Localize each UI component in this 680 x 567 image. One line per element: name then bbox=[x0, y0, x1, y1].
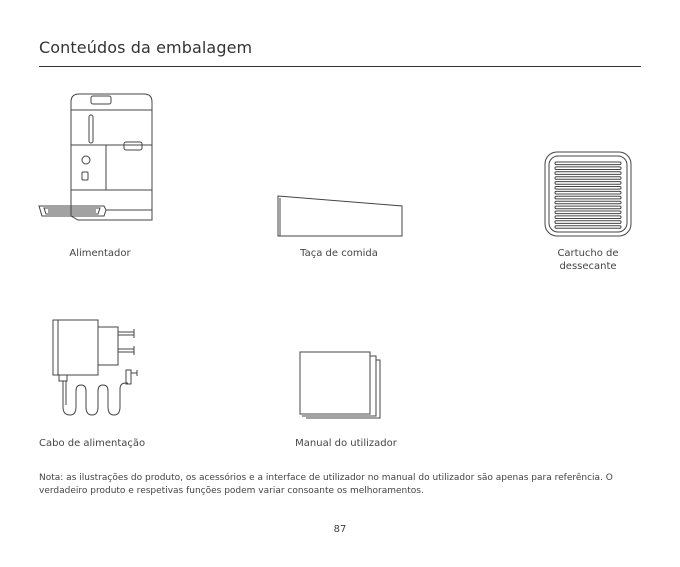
cartridge-slat bbox=[555, 172, 621, 175]
item-label-manual: Manual do utilizador bbox=[295, 438, 397, 449]
cartridge-slat bbox=[555, 211, 621, 214]
cartridge-slat bbox=[555, 187, 621, 190]
cartridge-slat bbox=[555, 221, 621, 224]
cartridge-slat bbox=[555, 191, 621, 194]
item-label-desiccant: Cartucho de dessecante bbox=[557, 248, 619, 272]
item-label-feeder: Alimentador bbox=[69, 248, 131, 259]
cartridge-slat bbox=[555, 177, 621, 180]
cartridge-slat bbox=[555, 196, 621, 199]
user-manual-icon bbox=[298, 350, 388, 424]
pet-feeder-icon bbox=[34, 90, 164, 229]
power-adapter-icon bbox=[50, 317, 150, 429]
cartridge-slat bbox=[555, 182, 621, 185]
item-label-power-cable: Cabo de alimentação bbox=[39, 438, 146, 449]
desiccant-cartridge-icon bbox=[543, 150, 635, 244]
cartridge-slat bbox=[555, 206, 621, 209]
cartridge-slat bbox=[555, 216, 621, 219]
disclaimer-note: Nota: as ilustrações do produto, os acessórios e a interface de utilizador no manual do utilizador são apenas para referência. O verdadeiro produto e respetivas funções podem variar consoante os melhoramentos. bbox=[39, 473, 613, 496]
page-title: Conteúdos da embalagem bbox=[39, 38, 253, 57]
cartridge-slat bbox=[555, 167, 621, 170]
cartridge-slat bbox=[555, 226, 621, 229]
cartridge-slat bbox=[555, 201, 621, 204]
page-number: 87 bbox=[333, 524, 347, 535]
item-label-bowl: Taça de comida bbox=[300, 248, 378, 259]
cartridge-slat bbox=[555, 162, 621, 165]
food-bowl-icon bbox=[276, 194, 406, 243]
title-divider bbox=[39, 66, 641, 67]
